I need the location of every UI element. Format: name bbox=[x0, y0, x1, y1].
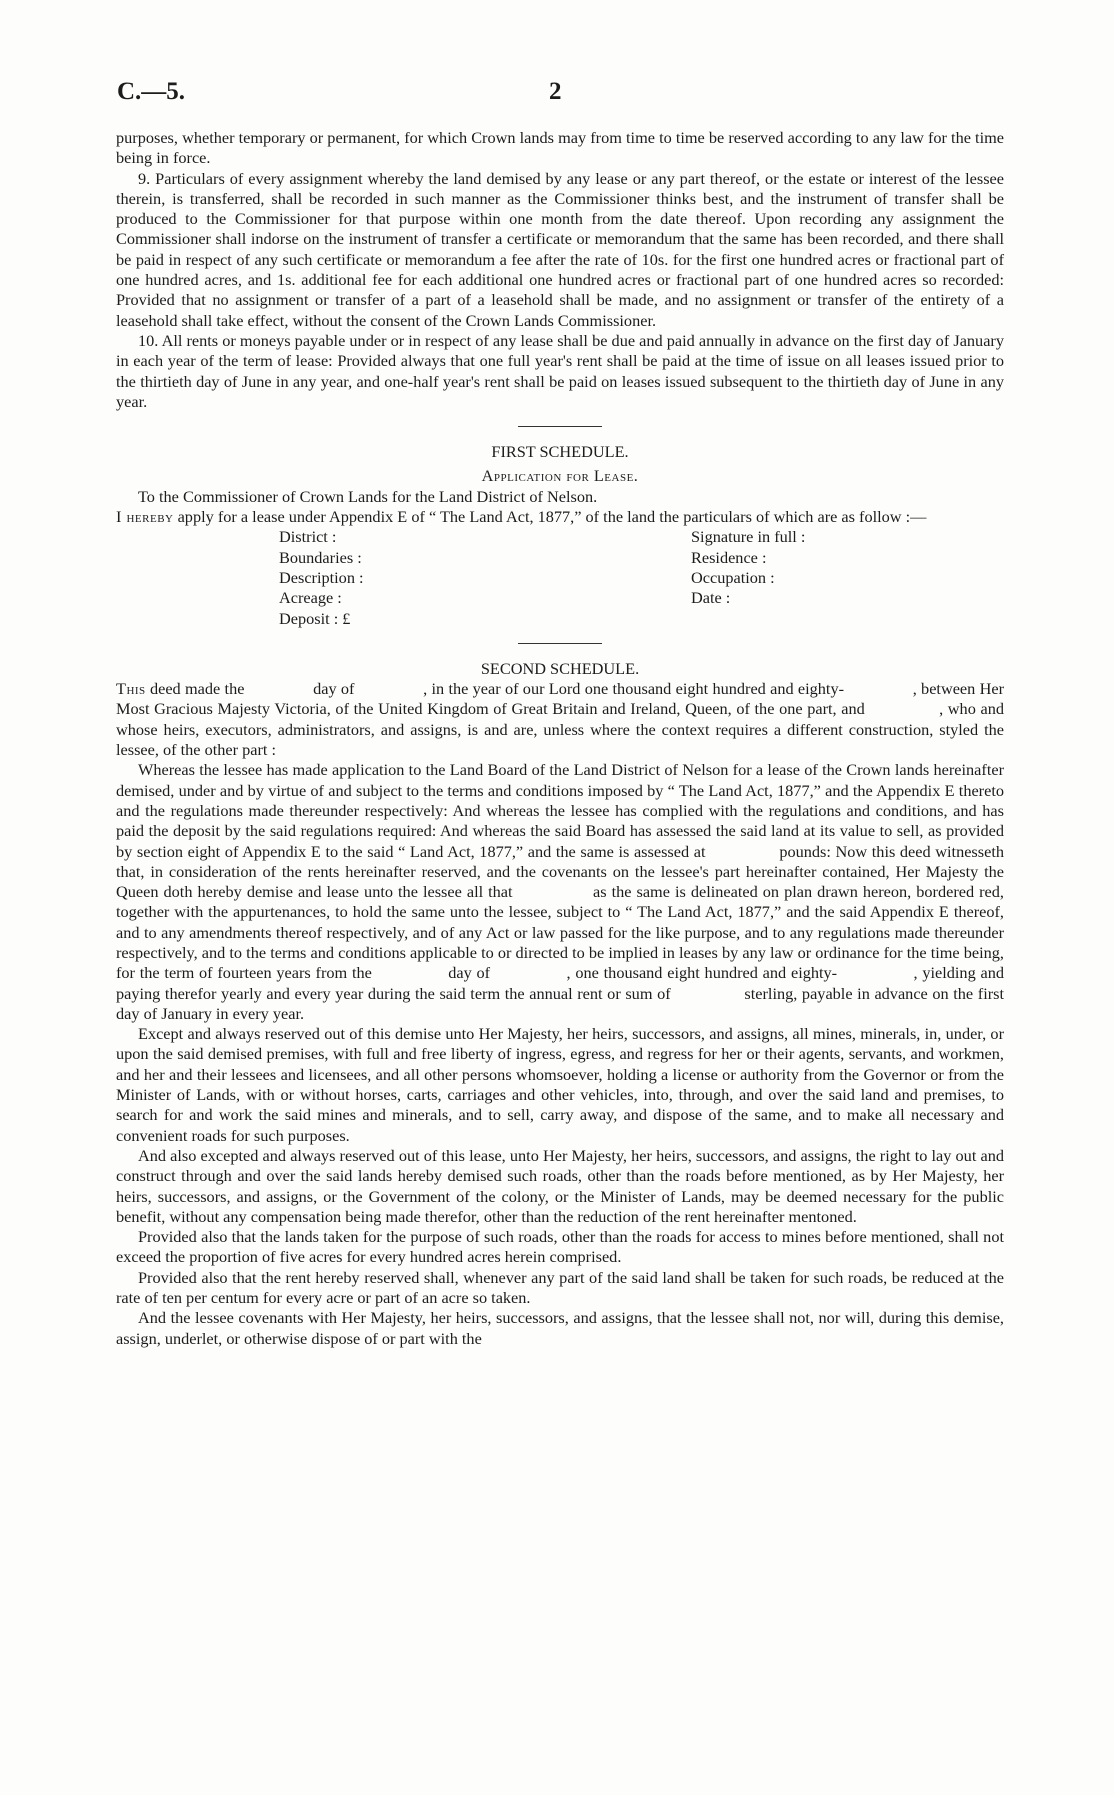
roads-proviso-paragraph: Provided also that the lands taken for the purpose of such roads, other than the roads for access to mines before mentioned, shall not exceed the proportion of five acres for every hundred acres herein comprised. bbox=[116, 1227, 1004, 1267]
mines-reservation-paragraph: Except and always reserved out of this demise unto Her Majesty, her heirs, successors, and assigns, all mines, minerals, in, under, or upon the said demised premises, with full and free liberty of ingress, egress, and regress for her or their agents, servants, and workmen, and her and their lessees and licensees, and all other persons whomsoever, holding a license or authority from the Governor or from the Minister of Lands, with or without horses, carts, carriages and other vehicles, into, through, and over the said land and premises, to search for and work the said mines and minerals, and to sell, carry away, and dispose of the same, and to make all necessary and convenient roads for such purposes. bbox=[116, 1024, 1004, 1145]
application-fields bbox=[116, 527, 1004, 628]
whereas-paragraph: Whereas the lessee has made application to the Land Board of the Land District of Nelson for a lease of the Crown lands hereinafter demised, under and by virtue of and subject to the terms and conditions imposed by “ The Land Act, 1877,” and the Appendix E thereto and the regulations made thereunder respectively: And whereas the lessee has complied with the regulations and conditions, and has paid the deposit by the said regulations required: And whereas the said Board has assessed the said land at its value to sell, as provided by section eight of Appendix E to the said “ Land Act, 1877,” and the same is assessed at pounds: Now this deed witnesseth that, in consideration of the rents hereinafter reserved, and the covenants on the lessee's part hereinafter contained, Her Majesty the Queen doth hereby demise and lease unto the lessee all that as the same is delineated on plan drawn hereon, bordered red, together with the appurtenances, to hold the same unto the lessee, subject to “ The Land Act, 1877,” and the said Appendix E thereof, and to any amendments thereof respectively, and of any Act or law passed for the like purpose, and to any regulations made thereunder respectively, and to the terms and conditions applicable to or directed to be implied in leases by any law or ordinance for the time being, for the term of fourteen years from the day of , one thousand eight hundred and eighty- , yielding and paying therefor yearly and every year during the said term the annual rent or sum of sterling, payable in advance on the first day of January in every year. bbox=[116, 760, 1009, 1023]
first-schedule-heading: FIRST SCHEDULE. bbox=[491, 442, 629, 462]
section-divider bbox=[518, 643, 602, 644]
page-number: 2 bbox=[549, 78, 562, 105]
deed-opening-paragraph bbox=[116, 679, 1009, 760]
lead-word: This bbox=[116, 679, 146, 699]
fields-left bbox=[279, 527, 691, 628]
deed-opening-text: deed made the day of , in the year of our Lord one thousand eight hundred and eighty- , between Her Most Gracious Majesty Victoria, of the United Kingdom of Great Britain and Ireland, Queen, of the one part, and , who and whose heirs, executors, administrators, and assigns, is and are, unless where the context requires a different construction, styled the lessee, of the other part : bbox=[116, 679, 1009, 760]
clause-9: 9. Particulars of every assignment whereby the land demised by any lease or any part thereof, or the estate or interest of the lessee therein, is transferred, shall be recorded in such manner as the Commissioner thinks best, and the instrument of transfer shall be produced to the Commissioner for that purpose within one month from the date thereof. Upon recording any assignment the Commissioner shall indorse on the instrument of transfer a certificate or memorandum that the same has been recorded, and there shall be paid in respect of any such certificate or memorandum a fee after the rate of 10s. for the first one hundred acres or fractional part of one hundred acres, and 1s. additional fee for each additional one hundred acres or fractional part of one hundred acres so recorded: Provided that no assignment or transfer of a part of a leasehold shall be made, and no assignment or transfer of the entirety of a leasehold shall take effect, without the consent of the Crown Lands Commissioner. bbox=[116, 168, 1004, 330]
roads-reservation-paragraph: And also excepted and always reserved out of this lease, unto Her Majesty, her heirs, successors, and assigns, the right to lay out and construct through and over the said lands hereby demised such roads, other than the roads before mentioned, as by Her Majesty, her heirs, successors, and assigns, or the Government of the colony, or the Minister of Lands, may be deemed necessary for the public benefit, without any compensation being made therefor, other than the reduction of the rent hereinafter mentoned. bbox=[116, 1145, 1004, 1226]
section-divider bbox=[518, 426, 602, 427]
application-paragraph bbox=[116, 507, 1004, 527]
field-date: Date : bbox=[691, 588, 731, 608]
clause-10: 10. All rents or moneys payable under or in respect of any lease shall be due and paid annually in advance on the first day of January in each year of the term of lease: Provided always that one full year's rent shall be paid at the time of issue on all leases issued prior to the thirtieth day of June in any year, and one-half year's rent shall be paid on leases issued subsequent to the thirtieth day of June in any year. bbox=[116, 330, 1004, 411]
application-text: apply for a lease under Appendix E of “ The Land Act, 1877,” of the land the particulars of which are as follow :— bbox=[177, 507, 927, 527]
field-occupation: Occupation : bbox=[691, 567, 775, 587]
first-schedule-subheading: Application for Lease. bbox=[481, 466, 639, 486]
document-body bbox=[116, 128, 1009, 1349]
fields-right bbox=[691, 527, 991, 628]
field-district: District : bbox=[279, 527, 337, 547]
field-deposit: Deposit : £ bbox=[279, 608, 351, 628]
field-description: Description : bbox=[279, 567, 364, 587]
addressee-line: To the Commissioner of Crown Lands for the Land District of Nelson. bbox=[138, 486, 598, 506]
document-reference: C.—5. bbox=[117, 78, 186, 105]
lead-word: I hereby bbox=[116, 507, 174, 527]
field-signature: Signature in full : bbox=[691, 527, 806, 547]
second-schedule-heading: SECOND SCHEDULE. bbox=[480, 658, 640, 678]
field-boundaries: Boundaries : bbox=[279, 547, 362, 567]
covenant-paragraph: And the lessee covenants with Her Majesty, her heirs, successors, and assigns, that the lessee shall not, nor will, during this demise, assign, underlet, or otherwise dispose of or part with the bbox=[116, 1308, 1004, 1348]
paragraph-continuation: purposes, whether temporary or permanent, for which Crown lands may from time to time be reserved according to any law for the time being in force. bbox=[116, 128, 1004, 168]
field-residence: Residence : bbox=[691, 547, 767, 567]
field-acreage: Acreage : bbox=[279, 588, 342, 608]
rent-reduction-paragraph: Provided also that the rent hereby reserved shall, whenever any part of the said land shall be taken for such roads, be reduced at the rate of ten per centum for every acre or part of an acre so taken. bbox=[116, 1267, 1004, 1308]
